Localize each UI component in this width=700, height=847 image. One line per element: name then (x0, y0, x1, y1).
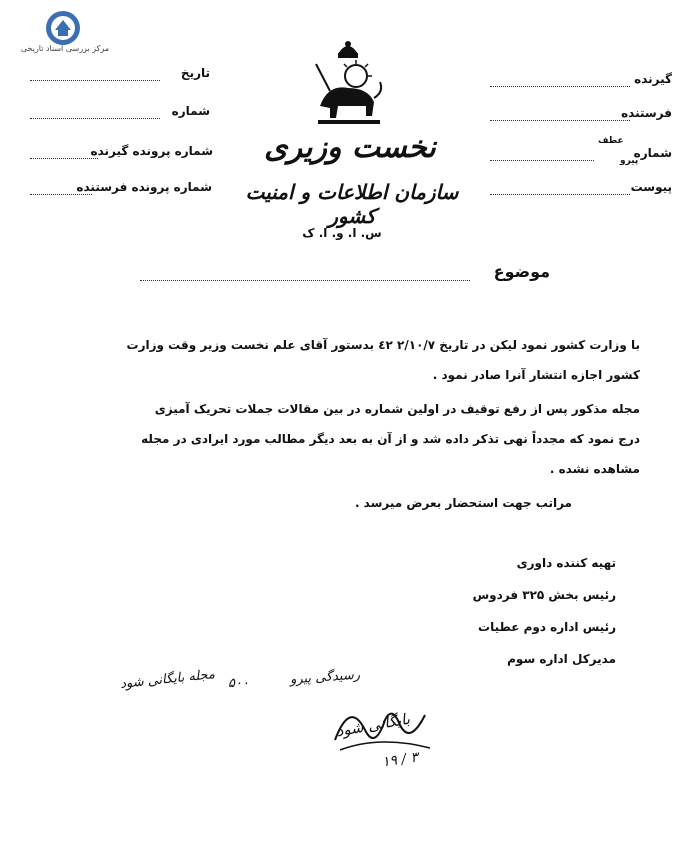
body-line-4: درج نمود که مجدداً نهی تذکر داده شد و از آن به بعد دیگر مطالب مورد ایرادی در مجله (141, 432, 640, 446)
handwritten-signature-text: بایگانی شود (335, 709, 412, 741)
field-number-note-peyro: پیرو (620, 156, 639, 166)
field-recipient-label: گیرنده (634, 72, 672, 86)
handwritten-note-archive: مجله بایگانی شود (119, 667, 216, 692)
body-line-6: مراتب جهت استحضار بعرض میرسد . (354, 496, 572, 510)
lion-and-sun-emblem (308, 36, 388, 131)
field-date-line (30, 80, 160, 81)
title-organization: سازمان اطلاعات و امنیت کشور (245, 180, 459, 228)
subject-line (140, 280, 470, 281)
subject-label: موضوع (493, 262, 550, 281)
handwritten-signature-scribble (330, 690, 440, 760)
field-attachment-label: پیوست (630, 180, 672, 194)
field-number-note-atf: عطف (598, 136, 624, 146)
handwritten-note-review: رسیدگی پیرو (289, 667, 361, 688)
field-left-number-label: شماره (171, 104, 210, 118)
field-sender-file-label: شماره پرونده فرستنده (76, 180, 212, 194)
signature-line-3: رئیس اداره دوم عطیات (478, 620, 616, 634)
field-left-number-line (30, 118, 160, 119)
title-prime-ministry: نخست وزیری (264, 130, 436, 165)
watermark-text: مرکز بررسی اسناد تاریخی (20, 44, 110, 53)
field-sender-line (490, 120, 630, 121)
field-recipient-file-line (30, 158, 98, 159)
body-line-2: کشور اجازه انتشار آنرا صادر نمود . (432, 368, 640, 382)
field-recipient-line (490, 86, 630, 87)
field-recipient-file-label: شماره پرونده گیرنده (90, 144, 213, 158)
field-date-label: تاریخ (180, 66, 210, 80)
body-line-1: با وزارت کشور نمود لیکن در تاریخ ۲/۱۰/۷ ٤٢ بدستور آقای علم نخست وزیر وقت وزارت (126, 338, 640, 352)
handwritten-date: ۱۹ / ۳ (381, 749, 420, 771)
signature-line-1: تهیه کننده داوری (516, 556, 616, 570)
body-line-5: مشاهده نشده . (549, 462, 640, 476)
document-code: س. ا. و. ا. ک (302, 226, 382, 240)
handwritten-note-number: ۵۰۰ (228, 676, 249, 691)
field-sender-file-line (30, 194, 92, 195)
signature-line-2: رئیس بخش ۳۲۵ فردوس (472, 588, 616, 602)
body-line-3: مجله مذکور پس از رفع توقیف در اولین شماره در بین مقالات جملات تحریک آمیزی (154, 402, 640, 416)
signature-line-4: مدیرکل اداره سوم (507, 652, 616, 666)
field-attachment-line (490, 194, 630, 195)
field-sender-label: فرستنده (621, 106, 672, 120)
field-number-line (490, 160, 594, 161)
field-number-label: شماره (633, 146, 672, 160)
